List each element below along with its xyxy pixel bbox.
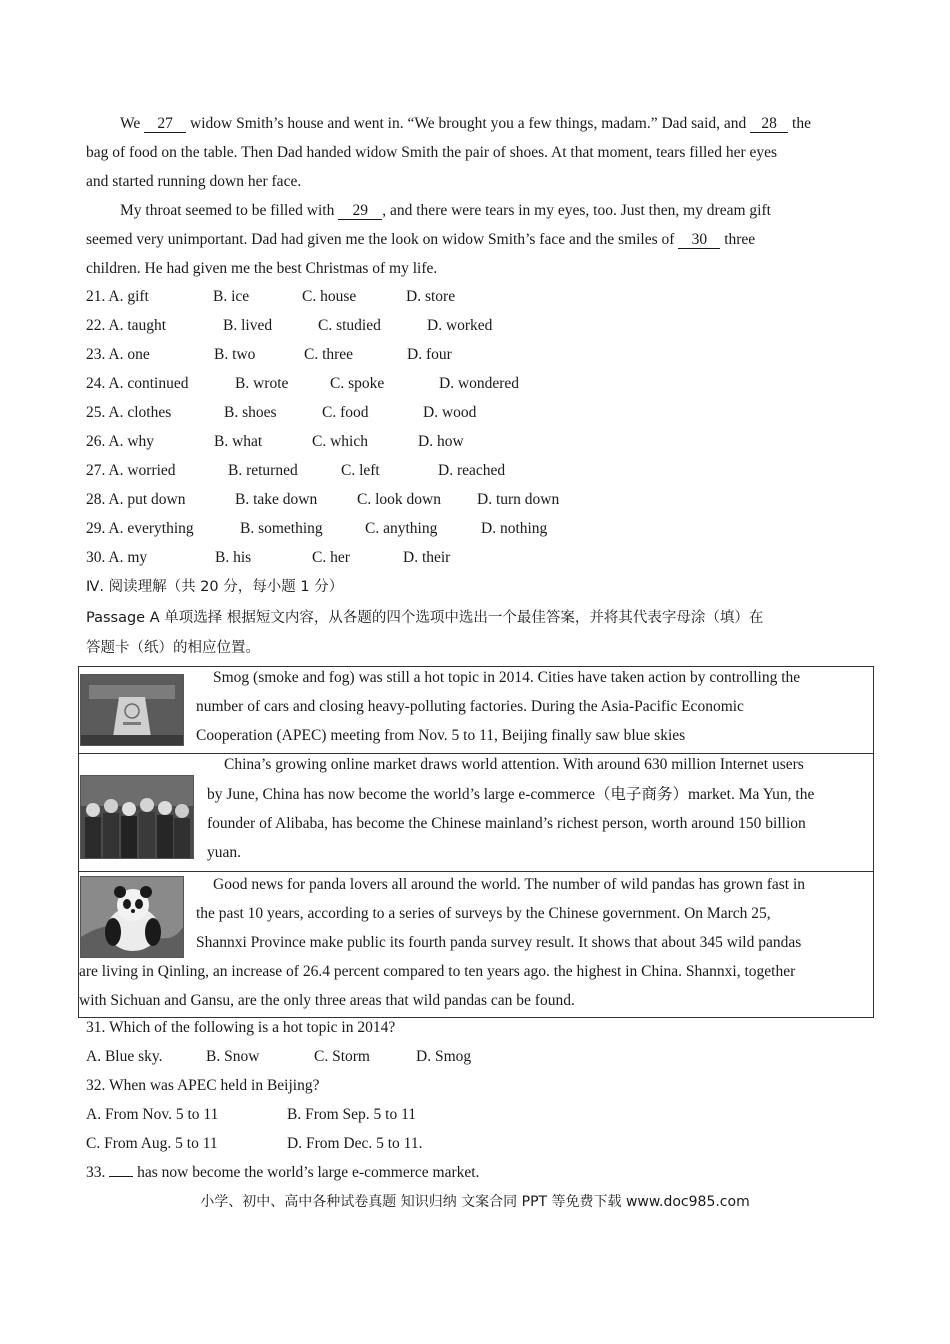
option-a: A. From Nov. 5 to 11 (86, 1106, 219, 1123)
option-a: 29. A. everything (86, 520, 194, 537)
text: three (720, 231, 756, 248)
option-d: D. four (407, 346, 452, 363)
option-b: B. take down (235, 491, 318, 508)
option-d: D. wondered (439, 375, 520, 392)
news-text: Cooperation (APEC) meeting from Nov. 5 to 11, Beijing finally saw blue skies (196, 727, 686, 744)
text: , and there were tears in my eyes, too. Just then, my dream gift (382, 202, 771, 219)
text: widow Smith’s house and went in. “We brought you a few things, madam.” Dad said, and (186, 115, 751, 132)
blank-27: 27 (144, 116, 186, 133)
section-instructions: Passage A 单项选择 根据短文内容，从各题的四个选项中选出一个最佳答案，并将其代表字母涂（填）在 (86, 610, 764, 626)
option-c: C. spoke (330, 375, 385, 392)
option-b: B. ice (213, 288, 250, 305)
cloze-line (120, 114, 811, 134)
option-c: C. look down (357, 491, 441, 508)
news-text: number of cars and closing heavy-polluting factories. During the Asia-Pacific Economic (196, 698, 744, 715)
option-c: C. her (312, 549, 350, 566)
blank-28: 28 (750, 116, 788, 133)
option-d: D. From Dec. 5 to 11. (287, 1135, 423, 1152)
option-b: B. shoes (224, 404, 277, 421)
option-b: B. lived (223, 317, 273, 334)
panda-photo (80, 876, 184, 958)
option-c: C. Storm (314, 1048, 370, 1065)
blank-30: 30 (678, 232, 720, 249)
option-d: D. Smog (416, 1048, 472, 1065)
option-c: C. house (302, 288, 357, 305)
option-d: D. nothing (481, 520, 548, 537)
option-d: D. their (403, 549, 451, 566)
news-text: Smog (smoke and fog) was still a hot topic in 2014. Cities have taken action by controlling the (213, 669, 801, 686)
option-c: C. which (312, 433, 368, 450)
cloze-line (120, 201, 771, 221)
cloze-line: children. He had given me the best Christmas of my life. (86, 260, 438, 277)
option-b: B. two (214, 346, 256, 363)
news-text: yuan. (207, 844, 242, 861)
option-c: C. left (341, 462, 380, 479)
option-c: C. From Aug. 5 to 11 (86, 1135, 218, 1152)
option-d: D. store (406, 288, 456, 305)
crowd-photo (80, 775, 194, 859)
option-b: B. returned (228, 462, 298, 479)
news-cell-market (79, 753, 873, 872)
option-c: C. studied (318, 317, 381, 334)
option-c: C. anything (365, 520, 438, 537)
option-a: 26. A. why (86, 433, 155, 450)
news-text: with Sichuan and Gansu, are the only three areas that wild pandas can be found. (79, 992, 575, 1009)
option-b: B. wrote (235, 375, 289, 392)
option-b: B. Snow (206, 1048, 260, 1065)
news-cell-panda (79, 871, 873, 1018)
blank-33 (109, 1176, 133, 1177)
option-a: 23. A. one (86, 346, 150, 363)
news-text: Good news for panda lovers all around the world. The number of wild pandas has grown fast in (213, 876, 806, 893)
text: seemed very unimportant. Dad had given me the look on widow Smith’s face and the smiles of (86, 231, 679, 248)
blank-29: 29 (338, 203, 382, 220)
news-text: by June, China has now become the world’s large e-commerce（电子商务）market. Ma Yun, the (207, 786, 815, 803)
option-a: 25. A. clothes (86, 404, 172, 421)
question-32: 32. When was APEC held in Beijing? (86, 1077, 320, 1094)
news-table (78, 666, 874, 1018)
option-c: C. food (322, 404, 369, 421)
news-text: China’s growing online market draws world attention. With around 630 million Internet users (224, 756, 804, 773)
option-d: D. worked (427, 317, 493, 334)
option-a: A. Blue sky. (86, 1048, 163, 1065)
section-heading: Ⅳ. 阅读理解（共 20 分，每小题 1 分） (86, 579, 344, 595)
question-number: 33. (86, 1164, 110, 1181)
option-a: 21. A. gift (86, 288, 149, 305)
question-31: 31. Which of the following is a hot topic in 2014? (86, 1019, 396, 1036)
option-a: 28. A. put down (86, 491, 186, 508)
section-instructions: 答题卡（纸）的相应位置。 (86, 640, 260, 656)
option-b: B. what (214, 433, 263, 450)
text: the (788, 115, 811, 132)
news-text: the past 10 years, according to a series of surveys by the Chinese government. On March 25, (196, 905, 771, 922)
footer: 小学、初中、高中各种试卷真题 知识归纳 文案合同 PPT 等免费下载 www.doc985.com (200, 1194, 750, 1210)
question-33 (86, 1163, 479, 1183)
option-d: D. turn down (477, 491, 560, 508)
option-d: D. wood (423, 404, 477, 421)
option-b: B. his (215, 549, 252, 566)
text: My throat seemed to be filled with (120, 202, 339, 219)
news-text: are living in Qinling, an increase of 26.4 percent compared to ten years ago. the highest in China. Shannxi, together (79, 963, 796, 980)
cloze-line: bag of food on the table. Then Dad handed widow Smith the pair of shoes. At that moment, tears filled her eyes (86, 144, 778, 161)
news-text: founder of Alibaba, has become the Chinese mainland’s richest person, worth around 150 billion (207, 815, 806, 832)
question-text: has now become the world’s large e-commerce market. (133, 1164, 480, 1181)
text: We (120, 115, 145, 132)
option-b: B. something (240, 520, 323, 537)
option-c: C. three (304, 346, 354, 363)
cloze-line (86, 230, 755, 250)
option-a: 30. A. my (86, 549, 148, 566)
news-cell-smog (79, 667, 873, 753)
option-a: 22. A. taught (86, 317, 167, 334)
option-a: 27. A. worried (86, 462, 176, 479)
option-d: D. how (418, 433, 464, 450)
cloze-line: and started running down her face. (86, 173, 302, 190)
news-text: Shannxi Province make public its fourth panda survey result. It shows that about 345 wild pandas (196, 934, 802, 951)
option-a: 24. A. continued (86, 375, 189, 392)
option-d: D. reached (438, 462, 506, 479)
option-b: B. From Sep. 5 to 11 (287, 1106, 417, 1123)
smog-photo (80, 674, 184, 746)
